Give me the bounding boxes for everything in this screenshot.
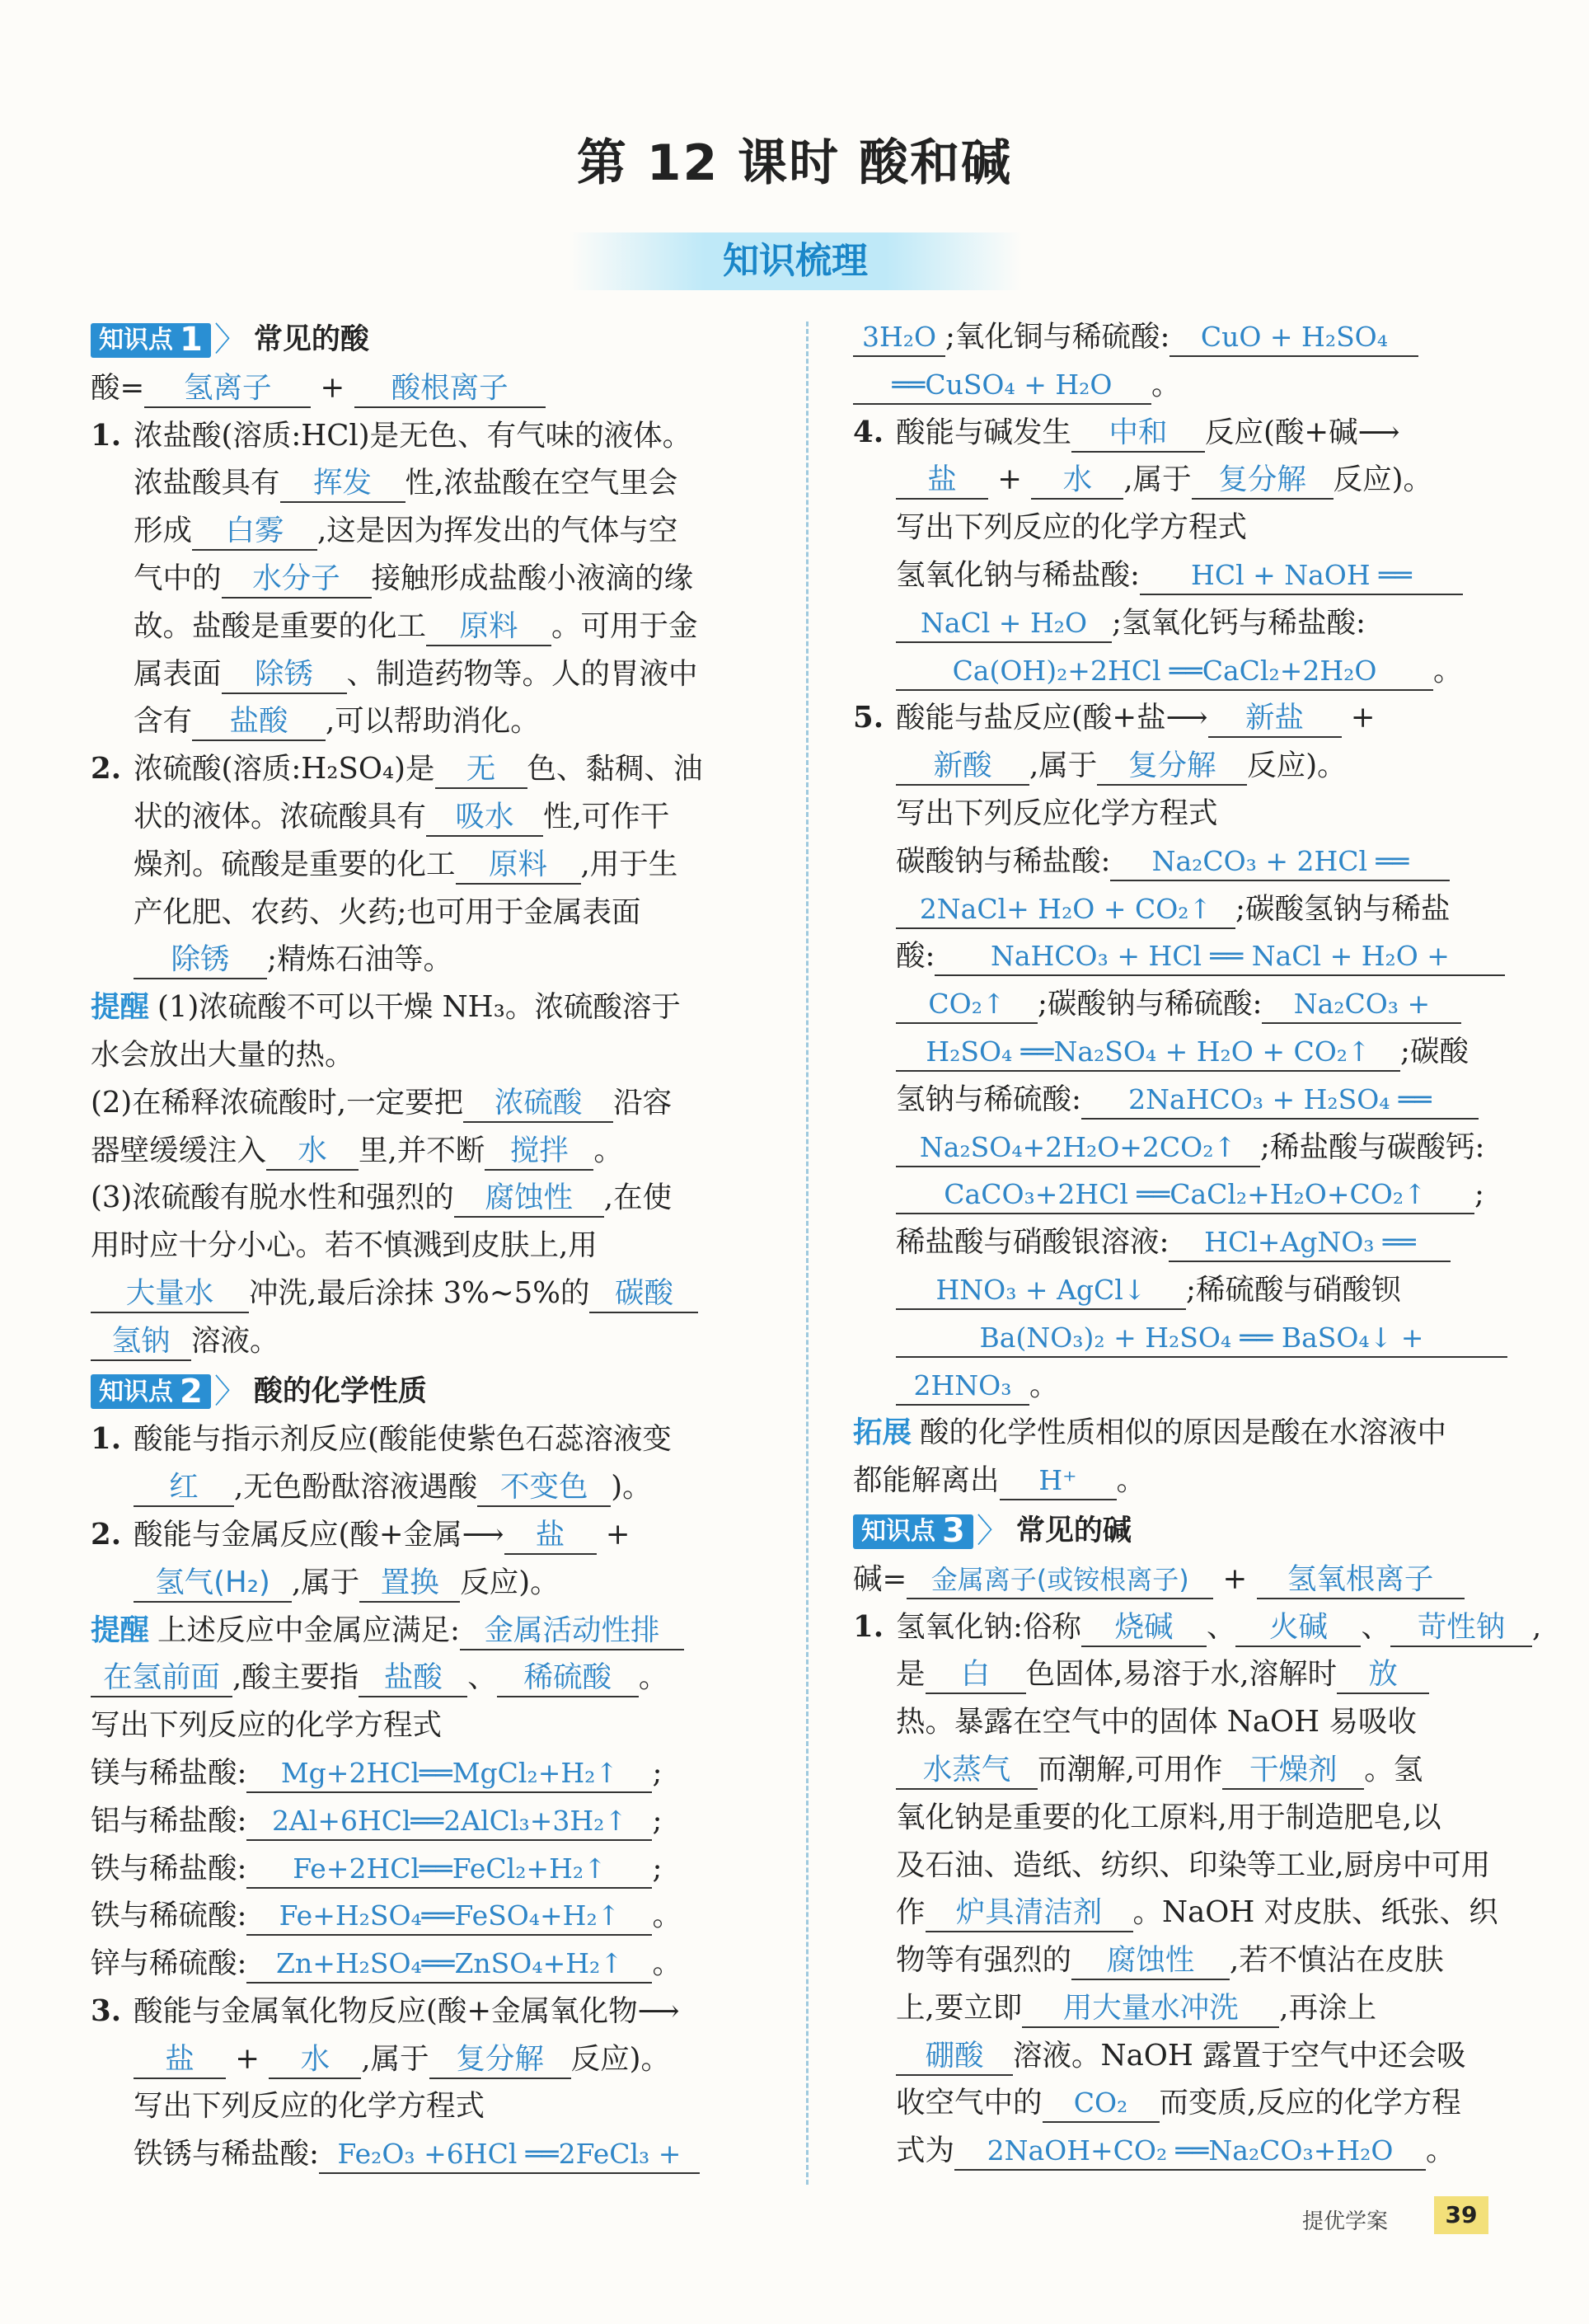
tip-label: 提醒 [91,990,150,1025]
answer-blank: CO₂ [1043,2085,1160,2123]
answer-blank: 碳酸 [589,1275,698,1313]
answer-blank: 盐酸 [359,1660,467,1697]
answer-blank: 腐蚀性 [1071,1942,1230,1980]
answer-blank: 用大量水冲洗 [1022,1990,1279,2028]
answer-blank: Fe+H₂SO₄══FeSO₄+H₂↑ [246,1898,652,1936]
answer-blank: 盐 [134,2041,226,2079]
answer-blank: 氢离子 [144,370,311,408]
answer-blank: 酸根离子 [354,370,546,408]
answer-blank: 盐 [504,1517,597,1555]
answer-blank: Na₂CO₃ + 2HCl ══ [1110,843,1450,881]
answer-blank: 氢钠 [91,1323,191,1361]
answer-blank: 红 [134,1469,234,1507]
extend-label: 拓展 [853,1416,912,1450]
answer-blank: 2Al+6HCl══2AlCl₃+3H₂↑ [246,1803,652,1841]
answer-blank: 复分解 [429,2041,571,2079]
answer-blank: 2NaCl+ H₂O + CO₂↑ [896,891,1235,929]
answer-blank: 2NaOH+CO₂ ══Na₂CO₃+H₂O [954,2133,1426,2171]
answer-blank: 原料 [456,847,581,885]
answer-blank: Mg+2HCl══MgCl₂+H₂↑ [246,1755,652,1793]
answer-blank: CO₂↑ [896,986,1038,1024]
answer-blank: 金属活动性排 [460,1613,684,1650]
answer-blank: 新盐 [1208,700,1342,738]
point-3-heading: 知识点 3 〉 常见的碱 [853,1508,1545,1556]
answer-blank: 白 [926,1656,1026,1694]
banner-label: 知识梳理 [723,240,868,282]
answer-blank: ══CuSO₄ + H₂O [853,367,1151,405]
answer-blank: 氢气(H₂) [134,1565,292,1603]
answer-blank: 硼酸 [896,2038,1013,2076]
answer-blank: Fe+2HCl══FeCl₂+H₂↑ [246,1851,652,1889]
answer-blank: 除锈 [222,656,347,694]
answer-blank: 吸水 [426,799,543,837]
answer-blank: 白雾 [192,513,317,551]
answer-blank: 2HNO₃ [896,1368,1029,1406]
answer-blank: 稀硫酸 [497,1660,639,1697]
answer-blank: 无 [435,751,527,789]
right-column: 3H₂O ;氧化铜与稀硫酸: CuO + H₂SO₄ ══CuSO₄ + H₂O 。 4. 酸能与碱发生 中和 反应(酸+碱⟶ 盐 + 水 ,属于 复分解 反应)。 写出下列反应的化学方程式 氢氧化钠与稀盐酸: HCl + NaOH ══ NaCl + H₂O ;氢氧化钙与稀盐酸: Ca(OH)₂+2HCl ══CaCl₂+2H₂O 。 5. 酸能与盐反应(酸+盐⟶ 新盐 + 新酸 ,属于 复分解 反应)。 写出下列反应化学方程式 碳酸钠与稀盐酸: Na₂CO₃ + 2HCl ══ 2NaCl+ H₂O + CO₂↑ ;碳酸氢钠与稀盐 酸: NaHCO₃ + HCl ══ NaCl + H₂O + CO₂↑ ;碳酸钠与稀硫酸: Na₂CO₃ + H₂SO₄ ══Na₂SO₄ + H₂O + CO₂↑ ;碳酸 氢钠与稀硫酸: 2NaHCO₃ + H₂SO₄ ══ Na₂SO₄+2H₂O+2CO₂↑ ;稀盐酸与碳酸钙: CaCO₃+2HCl ══CaCl₂+H₂O+CO₂↑ ; 稀盐酸与硝酸银溶液: HCl+AgNO₃ ══ HNO₃ + AgCl↓ ;稀硫酸与硝酸钡 Ba(NO₃)₂ + H₂SO₄ ══ BaSO₄↓ + 2HNO₃ 。 拓展 酸的化学性质相似的原因是酸在水溶液中 都能解离出 H⁺ 。 知识点 3 〉 常见的碱 碱= 金属离子(或铵根离子) + 氢氧根离子 1. 氢氧化钠:俗称 烧碱 、 火碱 、 苛性钠 , 是 白 色固体,易溶于水,溶解时 放 热。暴露在空气中的固体 NaOH 易吸收 水蒸气 而潮解,可用作 干燥剂 。氢 氧化钠是重要的化工原料,用于制造肥皂,以 及石油、造纸、纺织、印染等工业,厨房中可用 作 炉具清洁剂 。NaOH 对皮肤、纸张、织 物等有强烈的 腐蚀性 ,若不慎沾在皮肤 上,要立即 用大量水冲洗 ,再涂上 硼酸 溶液。NaOH 露置于空气中还会吸 收空气中的 CO₂ 而变质,反应的化学方程 式为 2NaOH+CO₂ ══Na₂CO₃+H₂O 。 [853,313,1545,2175]
answer-blank: 在氢前面 [91,1660,232,1697]
answer-blank: CuO + H₂SO₄ [1169,319,1418,357]
answer-blank: 盐 [896,462,988,500]
page-number: 39 [1434,2196,1488,2234]
answer-blank: 复分解 [1192,462,1334,500]
answer-blank: 烧碱 [1081,1609,1207,1647]
answer-blank: 搅拌 [485,1133,593,1171]
answer-blank: Na₂SO₄+2H₂O+2CO₂↑ [896,1129,1260,1167]
point-2-heading: 知识点 2 〉 酸的化学性质 [91,1369,783,1416]
footer-brand: 提优学案 [1302,2209,1389,2234]
answer-blank: 挥发 [280,465,405,503]
chevron-icon: 〉 [213,1372,247,1411]
answer-blank: HNO₃ + AgCl↓ [896,1272,1186,1310]
answer-blank: Fe₂O₃ +6HCl ══2FeCl₃ + [319,2136,700,2174]
column-divider [806,322,809,2185]
tip-label: 提醒 [91,1613,150,1647]
answer-blank: Na₂CO₃ + [1262,986,1461,1024]
answer-blank: 火碱 [1235,1609,1361,1647]
answer-blank: 炉具清洁剂 [926,1894,1133,1932]
point-badge: 知识点 1 [91,323,211,358]
point-badge: 知识点 3 [853,1514,973,1549]
answer-blank: 3H₂O [853,319,945,357]
answer-blank: CaCO₃+2HCl ══CaCl₂+H₂O+CO₂↑ [896,1176,1474,1214]
answer-blank: 水 [266,1133,359,1171]
answer-blank: HCl + NaOH ══ [1140,557,1463,595]
answer-blank: 浓硫酸 [463,1085,613,1123]
point-badge: 知识点 2 [91,1374,211,1409]
page-title: 第 12 课时 酸和碱 [576,134,1013,192]
left-column: 知识点 1 〉 常见的酸 酸= 氢离子 + 酸根离子 1. 浓盐酸(溶质:HCl)是无色、有气味的液体。 浓盐酸具有 挥发 性,浓盐酸在空气里会 形成 白雾 ,这是因为挥发出的气体与空 气中的 水分子 接触形成盐酸小液滴的缘 故。盐酸是重要的化工 原料 。可用于金 属表面 除锈 、制造药物等。人的胃液中 含有 盐酸 ,可以帮助消化。 2. 浓硫酸(溶质:H₂SO₄)是 无 色、黏稠、油 状的液体。浓硫酸具有 吸水 性,可作干 燥剂。硫酸是重要的化工 原料 ,用于生 产化肥、农药、火药;也可用于金属表面 除锈 ;精炼石油等。 提醒 (1)浓硫酸不可以干燥 NH₃。浓硫酸溶于 水会放出大量的热。 (2)在稀释浓硫酸时,一定要把 浓硫酸 沿容 器壁缓缓注入 水 里,并不断 搅拌 。 (3)浓硫酸有脱水性和强烈的 腐蚀性 ,在使 用时应十分小心。若不慎溅到皮肤上,用 大量水 冲洗,最后涂抹 3%~5%的 碳酸 氢钠 溶液。 知识点 2 〉 酸的化学性质 1. 酸能与指示剂反应(酸能使紫色石蕊溶液变 红 ,无色酚酞溶液遇酸 不变色 )。 2. 酸能与金属反应(酸+金属⟶ 盐 + 氢气(H₂) ,属于 置换 反应)。 提醒 上述反应中金属应满足: 金属活动性排 在氢前面 ,酸主要指 盐酸 、 稀硫酸 。 写出下列反应的化学方程式 镁与稀盐酸: Mg+2HCl══MgCl₂+H₂↑ ; 铝与稀盐酸: 2Al+6HCl══2AlCl₃+3H₂↑ ; 铁与稀盐酸: Fe+2HCl══FeCl₂+H₂↑ ; 铁与稀硫酸: Fe+H₂SO₄══FeSO₄+H₂↑ 。 锌与稀硫酸: Zn+H₂SO₄══ZnSO₄+H₂↑ 。 3. 酸能与金属氧化物反应(酸+金属氧化物⟶ 盐 + 水 ,属于 复分解 反应)。 写出下列反应的化学方程式 铁锈与稀盐酸: Fe₂O₃ +6HCl ══2FeCl₃ + [91,313,783,2178]
answer-blank: 金属离子(或铵根离子) [907,1561,1213,1599]
answer-blank: 腐蚀性 [454,1180,604,1218]
chevron-icon: 〉 [213,321,247,359]
answer-blank: Ca(OH)₂+2HCl ══CaCl₂+2H₂O [896,653,1433,691]
answer-blank: 2NaHCO₃ + H₂SO₄ ══ [1081,1082,1479,1120]
answer-blank: 水分子 [222,561,372,599]
answer-blank: NaHCO₃ + HCl ══ NaCl + H₂O + [935,938,1505,976]
answer-blank: 水 [269,2041,361,2079]
answer-blank: 盐酸 [192,703,326,741]
answer-blank: 水蒸气 [896,1752,1038,1790]
section-banner [569,232,1022,290]
answer-blank: H₂SO₄ ══Na₂SO₄ + H₂O + CO₂↑ [896,1034,1400,1072]
answer-blank: HCl+AgNO₃ ══ [1169,1224,1451,1262]
answer-blank: 放 [1337,1656,1429,1694]
answer-blank: 大量水 [91,1275,249,1313]
answer-blank: 复分解 [1097,748,1247,786]
answer-blank: 水 [1031,462,1123,500]
answer-blank: 干燥剂 [1222,1752,1364,1790]
answer-blank: 氢氧根离子 [1257,1561,1465,1599]
answer-blank: H⁺ [1000,1462,1117,1500]
answer-blank: 新酸 [896,748,1029,786]
answer-blank: Zn+H₂SO₄══ZnSO₄+H₂↑ [246,1946,652,1984]
answer-blank: 置换 [359,1565,460,1603]
answer-blank: 原料 [426,608,551,646]
chevron-icon: 〉 [976,1511,1010,1550]
answer-blank: 苛性钠 [1390,1609,1532,1647]
answer-blank: Ba(NO₃)₂ + H₂SO₄ ══ BaSO₄↓ + [896,1320,1507,1358]
answer-blank: NaCl + H₂O [896,605,1112,643]
answer-blank: 不变色 [477,1469,611,1507]
point-1-heading: 知识点 1 〉 常见的酸 [91,317,783,364]
answer-blank: 中和 [1071,415,1205,453]
answer-blank: 除锈 [134,941,267,979]
